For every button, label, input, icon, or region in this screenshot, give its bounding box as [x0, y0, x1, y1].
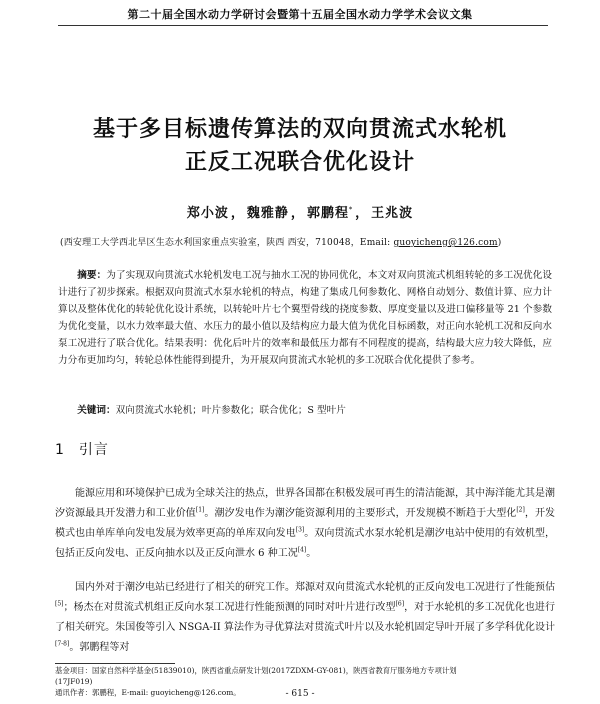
paragraph-text: 。 — [306, 548, 317, 559]
abstract-label: 摘要： — [77, 270, 107, 281]
page-number: - 615 - — [285, 689, 315, 699]
corresponding-author-mark: * — [348, 206, 354, 214]
keywords-text: 双向贯流式水轮机；叶片参数化；联合优化；S 型叶片 — [115, 405, 346, 416]
author-separator: ， — [290, 206, 305, 221]
body-paragraph-1 — [55, 484, 555, 564]
footnote-funding-continued: (17JF019) — [55, 677, 93, 686]
paragraph-text: 国内外对于潮汐电站已经进行了相关的研究工作。郑源对双向贯流式水轮机的正反向发电工况进行了性能预估 — [75, 582, 555, 593]
paragraph-text: ；杨杰在对贯流式机组正反向水泵工况进行性能预测的同时对叶片进行改型 — [63, 602, 396, 613]
paragraph-text: ，开发模式也由单库单向发电发展为效率更高的单库双向发电 — [55, 508, 556, 539]
affiliation-email-link[interactable]: guoyicheng@126.com — [393, 238, 498, 248]
footnote-corresponding-author: 通讯作者：郭鹏程，E-mail: guoyicheng@126.com。 — [55, 688, 241, 697]
affiliation-close: ) — [497, 238, 502, 248]
keywords-label: 关键词： — [77, 405, 116, 416]
citation-link[interactable]: [3] — [295, 526, 305, 534]
keywords — [58, 402, 552, 419]
title-line-1: 基于多目标遗传算法的双向贯流式水轮机 — [92, 117, 507, 142]
paragraph-text: 。潮汐发电作为潮汐能资源利用的主要形式，开发规模不断趋于大型化 — [204, 508, 517, 519]
abstract-text: 为了实现双向贯流式水轮机发电工况与抽水工况的协同优化，本文对双向贯流式机组转轮的多工况优化设计进行了初步探索。根据双向贯流式水泵水轮机的特点，构建了集成几何参数化、网格自动划分、数值计算、应力计算以及整体优化的转轮优化设计系统，以转轮叶片七个翼型骨线的挠度参数、厚度变量以及进口偏移量等 21 个参数为优化变量，以水力效率最大值、水压力的最小值以及结构应力最大值为优化目标函数，对正向水轮机工况和反向水泵工况进行了联合优化。结果表明：优化后叶片的效率和最低压力都有不同程度的提高，结构最大应力较大降低，应力分布更加均匀，转轮总体性能得到提升，为开展双向贯流式水轮机的多工况联合优化提供了参考。 — [58, 270, 553, 366]
section-heading — [55, 439, 109, 459]
paragraph-text: 。郭鹏程等对 — [69, 642, 130, 653]
citation-link[interactable]: [4] — [297, 546, 307, 554]
author-3: 郭鹏程 — [306, 206, 349, 221]
citation-link[interactable]: [7-8] — [55, 640, 70, 648]
footnote-funding: 基金项目：国家自然科学基金(51839010)，陕西省重点研发计划(2017ZDXM-GY-081)，陕西省教育厅服务地方专项计划 — [55, 666, 457, 675]
citation-link[interactable]: [6] — [395, 600, 405, 608]
paper-title — [40, 113, 560, 179]
author-4: 王兆波 — [371, 206, 414, 221]
title-line-2: 正反工况联合优化设计 — [184, 150, 415, 175]
section-title: 引言 — [78, 442, 109, 458]
footnote-rule — [55, 663, 175, 664]
author-separator: ， — [355, 206, 370, 221]
section-number: 1 — [55, 442, 65, 458]
body-paragraph-2 — [55, 578, 555, 658]
citation-link[interactable]: [2] — [516, 506, 525, 514]
affiliation-text: (西安理工大学西北旱区生态水利国家重点实验室，陕西 西安，710048，Email: — [60, 238, 394, 248]
citation-link[interactable]: [1] — [195, 506, 205, 514]
paragraph-text: 能源应用和环境保护已成为全球关注的热点，世界各国都在积极发展可再生的清洁能源，其中海洋能尤其是潮汐资源最具开发潜力和工业价值 — [55, 488, 555, 519]
author-2: 魏雅静 — [246, 206, 289, 221]
citation-link[interactable]: [5] — [55, 600, 64, 608]
paragraph-text: ，对于水轮机的多工况优化也进行了相关研究。朱国俊等引入 NSGA-II 算法作为寻优算法对贯流式叶片以及水轮机固定导叶开展了多学科优化设计 — [55, 602, 555, 633]
author-list — [0, 202, 600, 221]
header-rule — [58, 25, 548, 26]
affiliation — [60, 235, 550, 248]
author-separator: ， — [230, 206, 245, 221]
running-header: 第二十届全国水动力学研讨会暨第十五届全国水动力学学术会议文集 — [127, 8, 473, 21]
paragraph-text: 。双向贯流式水泵水轮机是潮汐电站中使用的有效机型，包括正反向发电、正反向抽水以及正反向泄水 6 种工况 — [55, 528, 555, 559]
author-1: 郑小波 — [186, 206, 229, 221]
abstract — [58, 267, 552, 369]
